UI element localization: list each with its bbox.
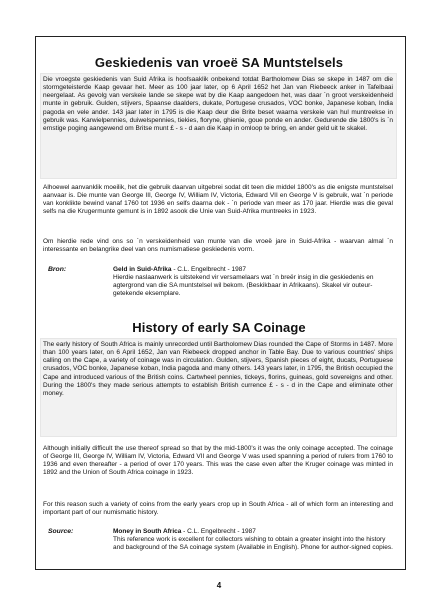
afrikaans-source-title: Geld in Suid-Afrika: [113, 266, 172, 273]
english-paragraph-3: For this reason such a variety of coins from the early years crop up in South Africa - all of which form an interesting and important part of our numismatic history.: [43, 501, 393, 517]
afrikaans-paragraph-3: Om hierdie rede vind ons so ´n verskeidenheid van munte van die vroeë jare in Suid-Afrika - waarvan almal ´n interessante en belangrike deel van ons numismatiese geskiedenis vorm.: [43, 238, 393, 254]
afrikaans-paragraph-1: Die vroegste geskiedenis van Suid Afrika is hoofsaaklik onbekend totdat Bartholomew Dias se skepe in 1487 om die stormgeteisterde Kaap gevaar het. Meer as 100 jaar later, op 6 April 1652 het Jan van Riebeeck anker in Tafelbaai neergelaat. As gevolg van verskeie lande se skepe wat by die Kaap aangedoen het, was daar ´n groot verskeidenheid munte in gebruik. Gulden, stijvers, Spaanse daalders, dukate, Portugese crusados, VOC bonke, Japanese koban, India pagoda en vele ander. 143 jaar later in 1795 is die Kaap deur die Brite beset waarna verskeie van hul muntreekse in gebruik was. Karwielpennies, duiwelspennies, tiekies, floryne, ghienie, goue ponde en ander. Gedurende die 1800's is ´n ernstige poging aangewend om Britse munt £ - s - d aan die Kaap in omloop te bring, en ander geld uit te skakel.: [43, 76, 393, 132]
english-source-description: This reference work is excellent for collectors wishing to obtain a greater insight into the history and background of the SA coinage system (Available in English). Phone for author-signed copies.: [113, 536, 393, 552]
english-source-label: Source:: [48, 528, 74, 535]
english-paragraph-2: Although initially difficult the use thereof spread so that by the mid-1800's it was the only coinage accepted. The coinage of George III, George IV, William IV, Victoria, Edward VII and George V was used spanning a period of rulers from 1760 to 1936 and even thereafter - a period of over 170 years. This was the case even after the Kruger coinage was minted in 1892 and the Union of South Africa coinage in 1923.: [43, 445, 393, 477]
afrikaans-source-description: Hierdie naslaanwerk is uitstekend vir versamelaars wat ´n breër insig in die geskiedenis en agtergrond van die SA muntstelsel wil bekom. (Beskikbaar in Afrikaans). Skakel vir outeur-getekende eksemplare.: [113, 274, 374, 298]
english-source-author: - C.L. Engelbrecht - 1987: [181, 528, 256, 535]
afrikaans-paragraph-2: Alhoewel aanvanklik moeilik, het die gebruik daarvan uitgebrei sodat dit teen die middel 1800's as die enigste muntstelsel aanvaar is. Die munte van George III, George IV, William IV, Victoria, Edward VII en George V is gebruik, wat ´n periode van konklikte bewind vanaf 1760 tot 1936 en selfs daarna dek - ´n periode van meer as 170 jaar. Hierdie was die geval selfs na die Krugermunte gemunt is in 1892 asook die Unie van Suid-Afrika muntreeks in 1923.: [43, 184, 393, 216]
english-source-entry: [113, 528, 393, 552]
afrikaans-source-label: Bron:: [48, 266, 67, 273]
afrikaans-source-author: - C.L. Engelbrecht - 1987: [171, 266, 246, 273]
page-number: 4: [216, 581, 222, 590]
afrikaans-source-entry: [113, 266, 393, 299]
english-source-title: Money in South Africa: [113, 528, 182, 535]
afrikaans-section-title: Geskiedenis van vroeë SA Muntstelsels: [94, 55, 344, 70]
english-paragraph-1: The early history of South Africa is mainly unrecorded until Bartholomew Dias rounded the Cape of Storms in 1487. More than 100 years later, on 6 April 1652, Jan van Riebeeck dropped anchor in Table Bay. Due to various countries' ships calling on the Cape, a variety of coinage was in circulation. Gulden, stijvers, Spanish pieces of eight, ducats, Portuguese crusados, VOC bonke, Japanese koban, India pagoda and many others. 143 years later, in 1795, the British occupied the Cape and introduced various of the British coins. Cartwheel pennies, tickeys, florins, guineas, gold sovereigns and other. During the 1800's they made serious attempts to establish British currence £ - s - d in the Cape and eliminate other money.: [43, 341, 393, 397]
english-section-title: History of early SA Coinage: [132, 320, 306, 335]
